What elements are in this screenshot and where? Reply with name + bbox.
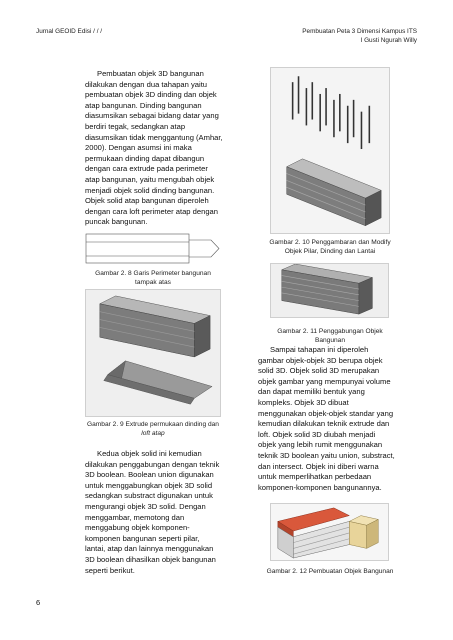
figure-2-12-caption: Gambar 2. 12 Pembuatan Objek Bangunan [266,568,394,575]
para3-line: loft. Objek solid 3D diubah menjadi [258,429,376,439]
para3-line: solid 3D. Objek solid 3D merupakan [258,366,380,376]
paragraph-solid-3d [258,345,400,497]
figure-2-10-pillars [270,67,390,234]
journal-header: Jurnal GEOID Edisi / / / [36,28,103,35]
para2-line: dilakukan penggabungan dengan teknik [85,459,220,469]
para3-line: menggunakan objek-objek standar yang [258,408,394,418]
figure-2-9-caption [80,421,226,438]
para3-line: Sampai tahapan ini diperoleh [270,345,369,354]
figure-2-8-caption [80,270,226,287]
para3-line: komponen-komponen bangunannya. [258,482,382,492]
para2-line: seperti berikut. [85,565,135,575]
pillars-drawing [271,68,389,233]
para2-line: 3D boolean. Boolean union digunakan [85,470,214,480]
caption-line: Gambar 2. 9 Extrude permukaan dinding dan [87,421,219,428]
para3-line: dan dapat memiliki bentuk yang [258,387,365,397]
figure-2-11-caption [260,328,400,345]
para3-line: untuk memperlihatkan perbedaan [258,472,372,482]
paper-title-header: Pembuatan Peta 3 Dimensi Kampus ITS [302,28,417,35]
para3-line: dan intersect. Objek ini diberi warna [258,461,379,471]
caption-line: Objek Pilar, Dinding dan Lantai [284,247,376,255]
figure-2-11-combined [270,263,389,318]
caption-line: loft atap [141,429,165,437]
para3-line: objek yang lebih rumit menggunakan [258,440,383,450]
para1-line: atap bangunan, yaitu mengubah objek [85,175,215,184]
figure-2-10-caption [250,239,410,256]
para1-line: puncak bangunan. [85,217,148,227]
para1-line: diasumsikan tidak menggantung (Amhar, [85,132,223,142]
paragraph-intro [85,69,221,229]
para3-line: teknik 3D boolean yaitu union, substract, [258,451,395,460]
para2-line: menggambar, memotong dan [85,512,185,522]
figure-2-9-extrude-loft [85,289,221,417]
para1-line: permukaan dinding dapat dibangun [85,153,205,163]
para1-line: pembuatan objek 3D dinding dan objek [85,90,217,100]
author-header: I Gusti Ngurah Willy [360,37,417,44]
paragraph-boolean [85,449,221,579]
para1-line: 2000). Dengan asumsi ini maka [85,143,192,153]
figure-2-8-perimeter [85,232,220,265]
para1-line: diasumsikan sebagai bidang datar yang [85,111,219,121]
para2-line: komponen bangunan seperti pilar, [85,533,200,543]
caption-line: Bangunan [314,336,346,344]
caption-line: tampak atas [135,278,171,286]
colored-building-drawing [271,504,388,560]
para2-line: lantai, atap dan lainnya menggunakan [85,544,214,554]
caption-line: Gambar 2. 10 Penggambaran dan Modify [269,239,391,246]
para2-line: Kedua objek solid ini kemudian [97,449,202,458]
para1-line: dengan cara extrude pada perimeter [85,164,208,174]
para1-line: Pembuatan objek 3D bangunan [97,69,204,78]
extrude-loft-drawing [86,290,220,416]
page-number: 6 [36,598,41,607]
figure-2-12-colored-building [270,503,389,561]
para1-line: berdiri tegak, sedangkan atap [85,122,186,131]
combined-building-drawing [271,264,388,317]
para1-line: atap bangunan. Dinding bangunan [85,100,202,110]
para3-line: objek gambar yang mempunyai volume [258,376,391,386]
para2-line: menggabung objek komponen- [85,523,190,533]
para2-line: mengurangi objek 3D solid. Dengan [85,502,206,511]
para1-line: menjadi objek solid dinding bangunan. [85,185,215,195]
perimeter-drawing [85,232,220,265]
caption-line: Gambar 2. 8 Garis Perimeter bangunan [95,270,211,277]
para1-line: Objek solid atap bangunan diperoleh [85,196,209,206]
para2-line: sedangkan substract digunakan untuk [85,491,213,501]
para3-line: gambar objek-objek 3D berupa objek [258,355,383,365]
para3-line: kompleks. Objek 3D dibuat [258,398,349,407]
para1-line: dilakukan dengan dua tahapan yaitu [85,79,208,89]
caption-line: Gambar 2. 11 Penggabungan Objek [277,328,383,335]
para2-line: 3D boolean dihasilkan objek bangunan [85,555,216,564]
para3-line: kemudian dilakukan teknik extrude dan [258,419,390,429]
para2-line: untuk menggabungkan objek 3D solid [85,480,213,490]
para1-line: dengan cara loft perimeter atap dengan [85,206,218,216]
